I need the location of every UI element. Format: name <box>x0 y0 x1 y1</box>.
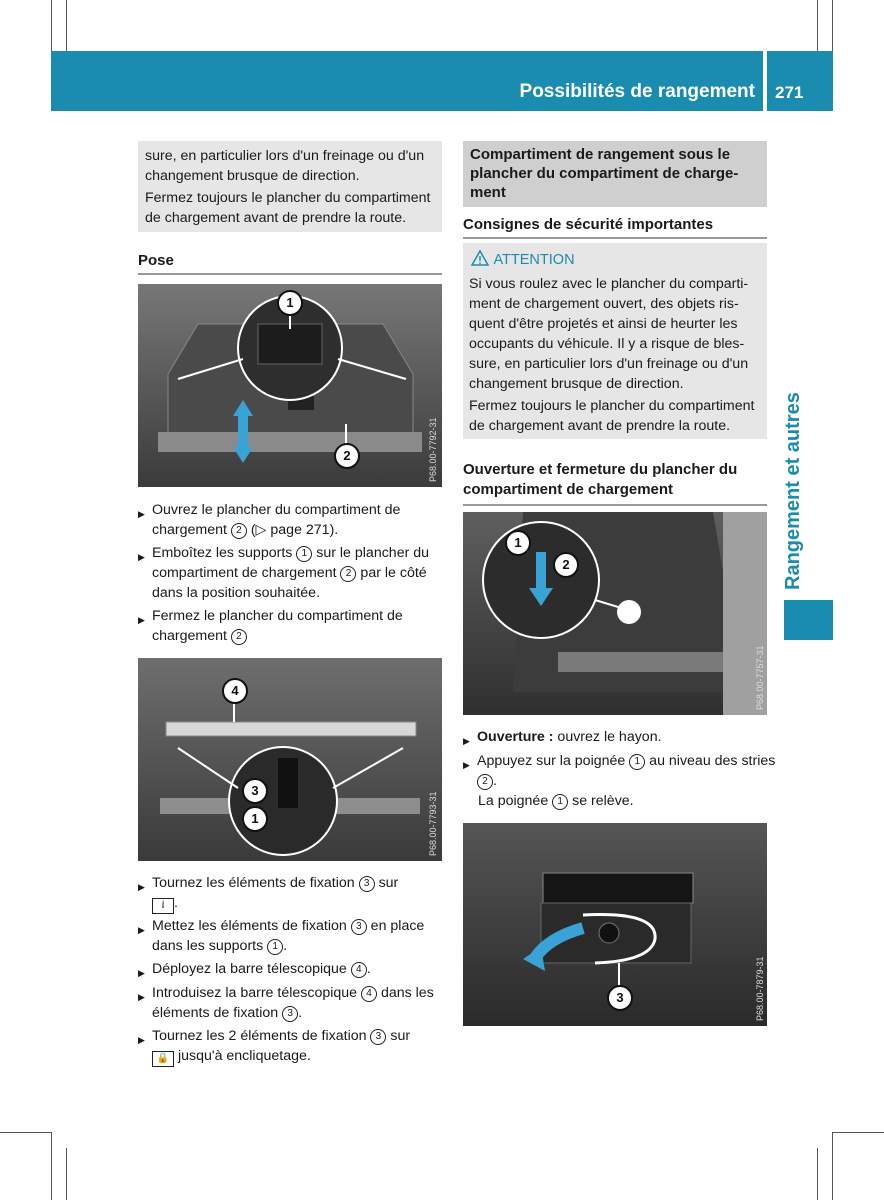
callout-ref: 1 <box>267 939 283 955</box>
step-text: au niveau des stries <box>645 753 776 769</box>
callout-ref: 1 <box>629 754 645 770</box>
step-text: Tournez les 2 éléments de fixation <box>152 1028 371 1044</box>
crop-mark <box>832 1132 833 1200</box>
warning-continuation-box <box>138 141 442 232</box>
crop-mark <box>66 0 67 51</box>
photo-storage-lid <box>463 823 767 1026</box>
section-heading-open-close: Ouverture et fermeture du plancher du compartiment de chargement <box>463 460 767 506</box>
step-text: . <box>174 895 178 911</box>
step <box>138 959 456 979</box>
photo-code: P68.00-7757-31 <box>755 645 765 710</box>
step-text: dans les éléments de fixation <box>152 985 434 1021</box>
photo-cargo-floor <box>138 284 442 487</box>
step-text: Appuyez sur la poignée <box>477 753 630 769</box>
page-title: Possibilités de rangement <box>519 81 755 102</box>
callout-ref: 1 <box>552 794 568 810</box>
callout-2: 2 <box>553 552 579 578</box>
callout-3: 3 <box>607 985 633 1011</box>
step-text: jusqu'à encliquetage. <box>174 1048 311 1064</box>
step-text: ouvrez le hayon. <box>553 729 662 745</box>
attention-header <box>471 250 575 269</box>
step-label: Ouverture : <box>477 729 554 745</box>
step-text: (▷ page 271). <box>246 522 339 538</box>
crop-mark <box>833 1132 884 1133</box>
photo-code: P68.00-7792-31 <box>428 417 438 482</box>
step <box>138 983 456 1023</box>
step <box>138 500 456 540</box>
attention-text: Si vous roulez avec le plancher du comparti-ment de chargement ouvert, des objets ris-quent d'être projetés et ainsi de heurter les occupants du véhicule. Il y a risque de bles-sure, en particulier lors d'un freinage ou d'un changement brusque de direction. <box>469 276 749 392</box>
crop-mark <box>817 0 818 51</box>
step <box>138 1026 456 1067</box>
photo-floor-handle <box>463 512 767 715</box>
callout-ref: 2 <box>477 774 493 790</box>
callout-4: 4 <box>222 678 248 704</box>
lock-icon: 🔒 <box>152 1051 174 1067</box>
result-text-part: La poignée <box>478 793 553 809</box>
step-text: sur <box>386 1028 411 1044</box>
step-text: . <box>298 1005 303 1021</box>
warning-triangle-icon <box>471 250 489 266</box>
page-number-box <box>767 51 833 111</box>
section-heading-pose: Pose <box>138 252 442 275</box>
step-text: Emboîtez les supports <box>152 545 297 561</box>
crop-mark <box>832 0 833 51</box>
callout-ref: 3 <box>359 876 375 892</box>
callout-ref: 3 <box>351 919 367 935</box>
callout-ref: 2 <box>340 566 356 582</box>
result-text <box>478 791 768 811</box>
callout-1: 1 <box>505 530 531 556</box>
chapter-tab-label: Rangement et autres <box>782 392 804 590</box>
attention-label: ATTENTION <box>493 252 575 268</box>
step-text: en place dans les supports <box>152 918 425 954</box>
photo-telescopic-bar-drawing <box>138 658 442 861</box>
photo-code: P68.00-7793-31 <box>428 791 438 856</box>
attention-text: Fermez toujours le plancher du compartiment de chargement avant de prendre la route. <box>469 398 755 434</box>
page-header <box>51 51 763 111</box>
chapter-tab-marker <box>784 600 833 640</box>
page-number: 271 <box>775 83 804 102</box>
section-title: Compartiment de rangement sous le plancher du compartiment de charge-ment <box>470 146 739 201</box>
step-text: Mettez les éléments de fixation <box>152 918 351 934</box>
step-text: . <box>366 961 371 977</box>
crop-mark <box>66 1148 67 1200</box>
callout-1: 1 <box>242 806 268 832</box>
photo-telescopic-bar <box>138 658 442 861</box>
crop-mark <box>51 0 52 51</box>
crop-mark <box>51 1132 52 1200</box>
callout-ref: 1 <box>296 546 312 562</box>
step-text: par le côté dans la position souhaitée. <box>152 565 427 601</box>
attention-box <box>463 243 767 439</box>
step-text: Déployez la barre télescopique <box>152 961 351 977</box>
callout-3: 3 <box>242 778 268 804</box>
callout-ref: 2 <box>231 629 247 645</box>
crop-mark <box>0 1132 51 1133</box>
step-text: Fermez le plancher du compartiment de chargement <box>152 608 403 644</box>
step-text: sur <box>374 875 399 891</box>
step <box>138 916 456 956</box>
result-text-part: se relève. <box>568 793 634 809</box>
step-text: Ouvrez le plancher du compartiment de chargement <box>152 502 401 538</box>
warning-text: Fermez toujours le plancher du compartiment de chargement avant de prendre la route. <box>145 190 431 226</box>
warning-text: sure, en particulier lors d'un freinage ou d'un changement brusque de direction. <box>145 148 425 184</box>
section-title-box <box>463 141 767 207</box>
step <box>138 606 456 646</box>
unlock-symbol-icon: 𝕚 <box>152 898 174 914</box>
callout-ref: 2 <box>231 523 247 539</box>
callout-2: 2 <box>334 443 360 469</box>
step-text: Introduisez la barre télescopique <box>152 985 361 1001</box>
crop-mark <box>817 1148 818 1200</box>
step-text: . <box>283 938 288 954</box>
callout-1: 1 <box>277 290 303 316</box>
callout-ref: 3 <box>370 1029 386 1045</box>
callout-ref: 3 <box>282 1006 298 1022</box>
section-heading-safety: Consignes de sécurité importantes <box>463 216 767 239</box>
photo-code: P68.00-7879-31 <box>755 956 765 1021</box>
callout-ref: 4 <box>361 986 377 1002</box>
step <box>138 543 456 603</box>
step-text: Tournez les éléments de fixation <box>152 875 359 891</box>
step <box>463 751 781 791</box>
step <box>463 727 781 747</box>
chapter-tab <box>780 380 804 590</box>
step <box>138 873 456 914</box>
callout-ref: 4 <box>351 962 367 978</box>
step-text: sur le plancher du compartiment de chargement <box>152 545 430 581</box>
step-text: . <box>493 773 497 789</box>
